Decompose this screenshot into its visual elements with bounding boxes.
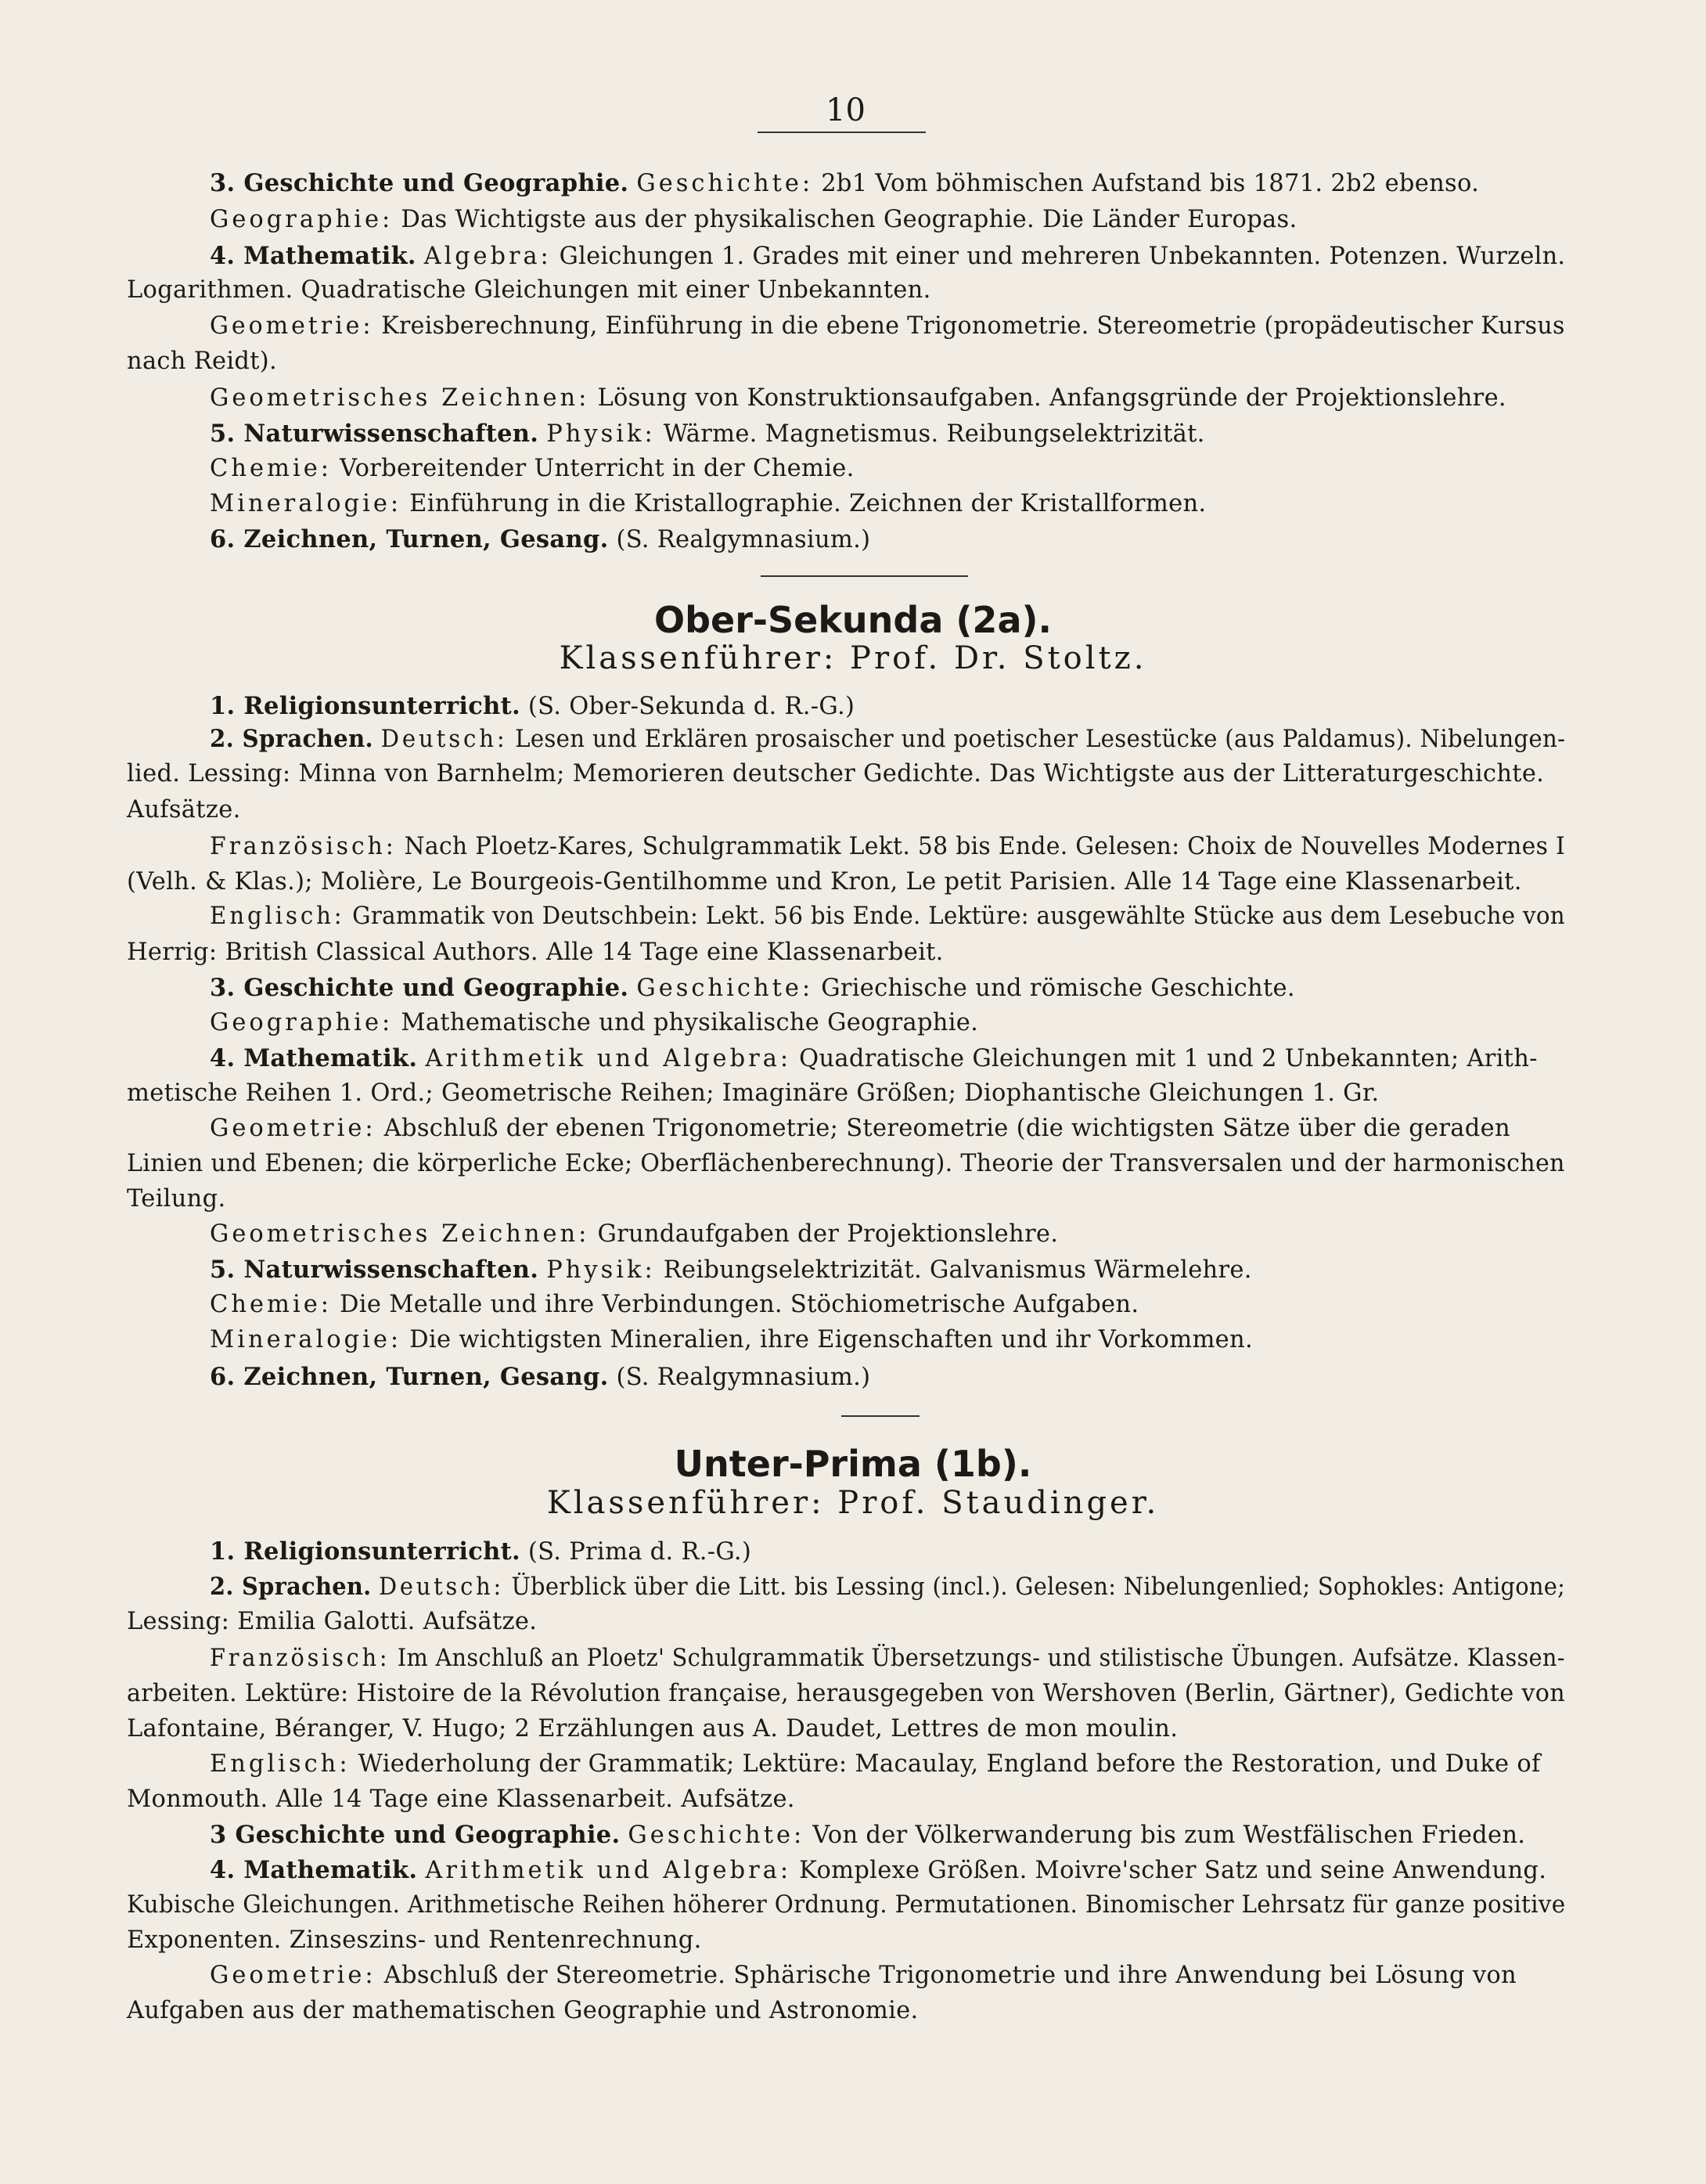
- s2-line-18: Chemie: Die Metalle und ihre Verbindungen. Stöchiometrische Aufgaben.: [210, 1291, 1139, 1318]
- s3-line-10: 4. Mathematik. Arithmetik und Algebra: Komplexe Größen. Moivre'scher Satz und seine Anwendung.: [210, 1856, 1547, 1884]
- s1-line-6: nach Reidt).: [127, 348, 277, 375]
- s2-line-13: Geometrie: Abschluß der ebenen Trigonometrie; Stereometrie (die wichtigsten Sätze über die geraden: [210, 1115, 1510, 1142]
- s3-line-2: 2. Sprachen. Deutsch: Überblick über die Litt. bis Lessing (incl.). Gelesen: Nibelungenlied; Sophokles: Antigone;: [210, 1573, 1566, 1601]
- section-divider-1: [761, 575, 968, 577]
- s2-line-16: Geometrisches Zeichnen: Grundaufgaben der Projektionslehre.: [210, 1220, 1059, 1248]
- s1-line-4: Logarithmen. Quadratische Gleichungen mit einer Unbekannten.: [127, 276, 931, 304]
- s2-line-5: Französisch: Nach Ploetz-Kares, Schulgrammatik Lekt. 58 bis Ende. Gelesen: Choix de Nouvelles Modernes I: [210, 833, 1566, 860]
- s1-line-3: 4. Mathematik. Algebra: Gleichungen 1. Grades mit einer und mehreren Unbekannten. Potenzen. Wurzeln.: [210, 242, 1566, 270]
- s3-line-3: Lessing: Emilia Galotti. Aufsätze.: [127, 1608, 538, 1635]
- s2-line-11: 4. Mathematik. Arithmetik und Algebra: Quadratische Gleichungen mit 1 und 2 Unbekannten; Arith-: [210, 1044, 1538, 1072]
- s3-line-5: arbeiten. Lektüre: Histoire de la Révolution française, herausgegeben von Wershoven (Berlin, Gärtner), Gedichte von: [127, 1680, 1565, 1707]
- s2-line-6: (Velh. & Klas.); Molière, Le Bourgeois-Gentilhomme und Kron, Le petit Parisien. Alle 14 Tage eine Klassenarbeit.: [127, 868, 1522, 896]
- s1-line-11: 6. Zeichnen, Turnen, Gesang. (S. Realgymnasium.): [210, 525, 871, 553]
- s2-line-14: Linien und Ebenen; die körperliche Ecke; Oberflächenberechnung). Theorie der Transversalen und der harmonischen: [127, 1150, 1565, 1177]
- s3-line-13: Geometrie: Abschluß der Stereometrie. Sphärische Trigonometrie und ihre Anwendung bei Lösung von: [210, 1962, 1517, 1989]
- s1-line-2: Geographie: Das Wichtigste aus der physikalischen Geographie. Die Länder Europas.: [210, 206, 1297, 233]
- s2-line-4: Aufsätze.: [127, 796, 241, 824]
- s2-line-1: 1. Religionsunterricht. (S. Ober-Sekunda d. R.-G.): [210, 692, 855, 720]
- section-title-ober-sekunda: Ober-Sekunda (2a).: [654, 599, 1052, 641]
- s2-line-7: Englisch: Grammatik von Deutschbein: Lekt. 56 bis Ende. Lektüre: ausgewählte Stücke aus dem Lesebuche von: [210, 903, 1565, 930]
- s3-line-12: Exponenten. Zinseszins- und Rentenrechnung.: [127, 1926, 702, 1954]
- s2-line-12: metische Reihen 1. Ord.; Geometrische Reihen; Imaginäre Größen; Diophantische Gleichungen 1. Gr.: [127, 1079, 1380, 1107]
- s2-line-19: Mineralogie: Die wichtigsten Mineralien, ihre Eigenschaften und ihr Vorkommen.: [210, 1326, 1253, 1353]
- s3-line-6: Lafontaine, Béranger, V. Hugo; 2 Erzählungen aus A. Daudet, Lettres de mon moulin.: [127, 1715, 1179, 1743]
- s3-line-4: Französisch: Im Anschluß an Ploetz' Schulgrammatik Übersetzungs- und stilistische Übungen. Aufsätze. Klassen-: [210, 1645, 1565, 1672]
- s1-line-5: Geometrie: Kreisberechnung, Einführung in die ebene Trigonometrie. Stereometrie (propädeutischer Kursus: [210, 312, 1565, 340]
- s1-line-10: Mineralogie: Einführung in die Kristallographie. Zeichnen der Kristallformen.: [210, 490, 1207, 517]
- s2-line-2: 2. Sprachen. Deutsch: Lesen und Erklären prosaischer und poetischer Lesestücke (aus Paldamus). Nibelungen-: [210, 725, 1566, 753]
- s3-line-8: Monmouth. Alle 14 Tage eine Klassenarbeit. Aufsätze.: [127, 1786, 795, 1813]
- s2-line-20: 6. Zeichnen, Turnen, Gesang. (S. Realgymnasium.): [210, 1363, 871, 1391]
- s3-line-14: Aufgaben aus der mathematischen Geographie und Astronomie.: [127, 1997, 919, 2024]
- s2-line-8: Herrig: British Classical Authors. Alle 14 Tage eine Klassenarbeit.: [127, 939, 944, 966]
- section-teacher-unter-prima: Klassenführer: Prof. Staudinger.: [546, 1485, 1160, 1521]
- page-number-rule: [758, 132, 926, 133]
- s2-line-10: Geographie: Mathematische und physikalische Geographie.: [210, 1009, 979, 1036]
- s2-line-17: 5. Naturwissenschaften. Physik: Reibungselektrizität. Galvanismus Wärmelehre.: [210, 1256, 1252, 1284]
- s1-line-9: Chemie: Vorbereitender Unterricht in der Chemie.: [210, 455, 855, 482]
- s1-line-1: 3. Geschichte und Geographie. Geschichte: 2b1 Vom böhmischen Aufstand bis 1871. 2b2 ebenso.: [210, 169, 1480, 197]
- s3-line-1: 1. Religionsunterricht. (S. Prima d. R.-G.): [210, 1537, 752, 1566]
- s3-line-7: Englisch: Wiederholung der Grammatik; Lektüre: Macaulay, England before the Restoration, und Duke of: [210, 1750, 1541, 1778]
- section-title-unter-prima: Unter-Prima (1b).: [674, 1443, 1032, 1485]
- section-divider-2: [841, 1415, 920, 1417]
- s3-line-11: Kubische Gleichungen. Arithmetische Reihen höherer Ordnung. Permutationen. Binomischer Lehrsatz für ganze positive: [127, 1891, 1566, 1919]
- page-number: 10: [826, 92, 866, 128]
- s1-line-8: 5. Naturwissenschaften. Physik: Wärme. Magnetismus. Reibungselektrizität.: [210, 420, 1205, 448]
- s2-line-15: Teilung.: [127, 1185, 226, 1213]
- s1-line-7: Geometrisches Zeichnen: Lösung von Konstruktionsaufgaben. Anfangsgründe der Projektionslehre.: [210, 384, 1506, 412]
- s2-line-3: lied. Lessing: Minna von Barnhelm; Memorieren deutscher Gedichte. Das Wichtigste aus der Litteraturgeschichte.: [127, 760, 1545, 787]
- section-teacher-ober-sekunda: Klassenführer: Prof. Dr. Stoltz.: [559, 640, 1147, 676]
- s2-line-9: 3. Geschichte und Geographie. Geschichte: Griechische und römische Geschichte.: [210, 974, 1295, 1002]
- s3-line-9: 3 Geschichte und Geographie. Geschichte: Von der Völkerwanderung bis zum Westfälischen Frieden.: [210, 1821, 1526, 1849]
